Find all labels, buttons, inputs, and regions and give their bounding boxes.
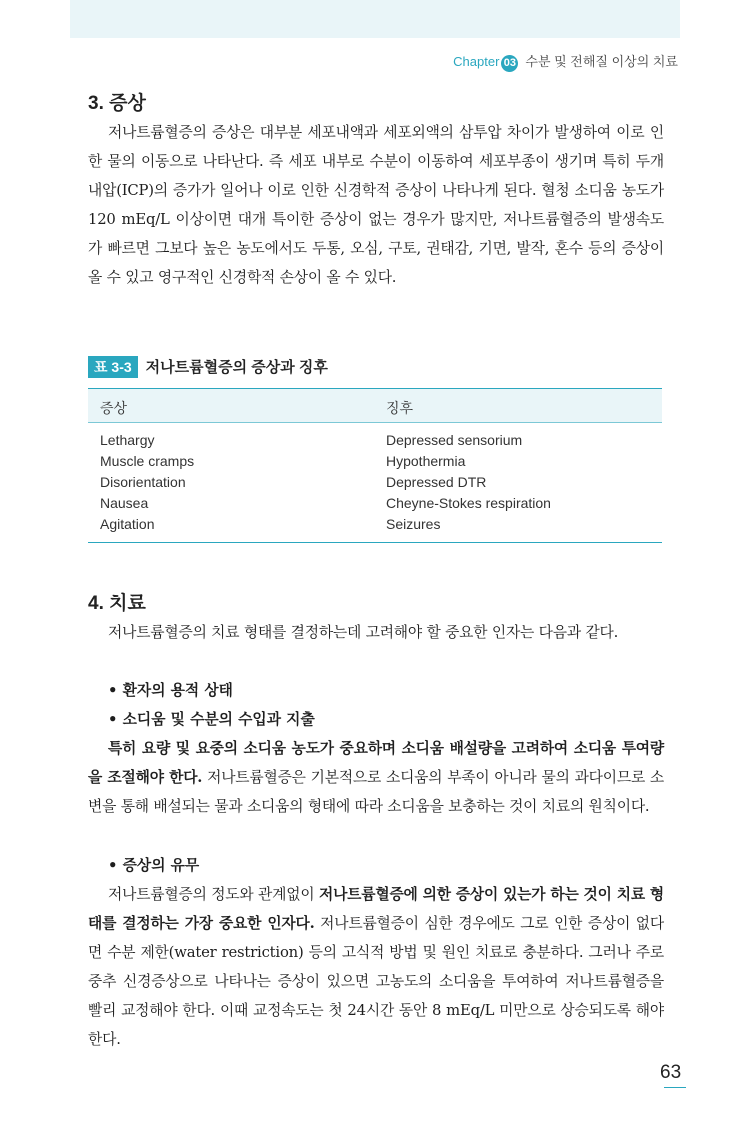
chapter-label: Chapter bbox=[453, 54, 500, 69]
bullet-volume-status: • 환자의 용적 상태 bbox=[108, 682, 233, 699]
table-header-row bbox=[88, 389, 662, 423]
emphasis-text: 저나트륨혈증에 의한 증상이 있는가 하는 것이 치료 형태를 결정하는 가장 중요한 인자다. bbox=[88, 886, 665, 932]
table-cell: Depressed DTR bbox=[386, 474, 487, 490]
section-4-heading: 4. 치료 bbox=[88, 593, 146, 614]
table-cell: Nausea bbox=[100, 495, 149, 511]
table-cell: Depressed sensorium bbox=[386, 432, 523, 448]
running-header bbox=[453, 51, 678, 72]
table-row bbox=[88, 452, 662, 473]
table-cell: Hypothermia bbox=[386, 453, 466, 469]
page-number: 63 bbox=[660, 1062, 682, 1083]
table-cell: Cheyne-Stokes respiration bbox=[386, 495, 551, 511]
table-title: 저나트륨혈증의 증상과 징후 bbox=[145, 359, 328, 376]
header-band bbox=[70, 0, 680, 38]
table-row bbox=[88, 473, 662, 494]
section-3-heading: 3. 증상 bbox=[88, 93, 146, 114]
chapter-number-badge: 03 bbox=[501, 55, 518, 72]
table-caption bbox=[88, 356, 328, 378]
table-cell: Disorientation bbox=[100, 474, 186, 490]
emphasis-text: 특히 요량 및 요중의 소디움 농도가 중요하며 소디움 배설량을 고려하여 소디움 투여량을 조절해야 한다. bbox=[88, 740, 664, 786]
body-text: 저나트륨혈증의 정도와 관계없이 bbox=[108, 886, 319, 903]
table-row bbox=[88, 515, 662, 536]
symptoms-table bbox=[88, 388, 662, 543]
table-header-symptom: 증상 bbox=[100, 400, 128, 416]
table-row bbox=[88, 431, 662, 452]
chapter-title: 수분 및 전해질 이상의 치료 bbox=[525, 54, 678, 69]
table-cell: Seizures bbox=[386, 516, 441, 532]
body-text: 저나트륨혈증이 심한 경우에도 그로 인한 증상이 없다면 수분 제한(water restriction) 등의 고식적 방법 및 원인 치료로 충분하다. 그러나 주로 중추 신경증상으로 나타나는 증상이 있으면 고농도의 소디움을 투여하여 저나트륨혈증을 빨리 교정해야 한다. 이때 교정속도는 첫 24시간 동안 8 mEq/L 미만으로 상승되도록 해야 한다. bbox=[88, 915, 664, 1048]
table-body bbox=[88, 431, 662, 536]
table-tag: 표 3-3 bbox=[88, 356, 138, 378]
table-row bbox=[88, 494, 662, 515]
bullet-intake-output: • 소디움 및 수분의 수입과 지출 bbox=[108, 711, 315, 728]
page-number-underline bbox=[664, 1087, 686, 1088]
table-cell: Lethargy bbox=[100, 432, 155, 448]
table-cell: Muscle cramps bbox=[100, 453, 195, 469]
table-cell: Agitation bbox=[100, 516, 155, 532]
section-4-paragraph-3 bbox=[88, 880, 664, 1054]
section-4-intro: 저나트륨혈증의 치료 형태를 결정하는데 고려해야 할 중요한 인자는 다음과 같다. bbox=[108, 624, 619, 641]
body-text: 저나트륨혈증은 기본적으로 소디움의 부족이 아니라 물의 과다이므로 소변을 통해 배설되는 물과 소디움의 형태에 따라 소디움을 보충하는 것이 치료의 원칙이다. bbox=[88, 769, 664, 815]
table-header-sign: 징후 bbox=[386, 400, 414, 416]
bullet-symptoms: • 증상의 유무 bbox=[108, 857, 200, 874]
section-4-paragraph-2 bbox=[88, 734, 664, 821]
section-3-paragraph: 저나트륨혈증의 증상은 대부분 세포내액과 세포외액의 삼투압 차이가 발생하여 이로 인한 물의 이동으로 나타난다. 즉 세포 내부로 수분이 이동하여 세포부종이 생기며 특히 두개내압(ICP)의 증가가 일어나 이로 인한 신경학적 증상이 나타나게 된다. 혈청 소디움 농도가 120 mEq/L 이상이면 대개 특이한 증상이 없는 경우가 많지만, 저나트륨혈증의 발생속도가 빠르면 그보다 높은 농도에서도 두통, 오심, 구토, 권태감, 기면, 발작, 혼수 등의 증상이 올 수 있고 영구적인 신경학적 손상이 올 수 있다. bbox=[88, 124, 664, 286]
